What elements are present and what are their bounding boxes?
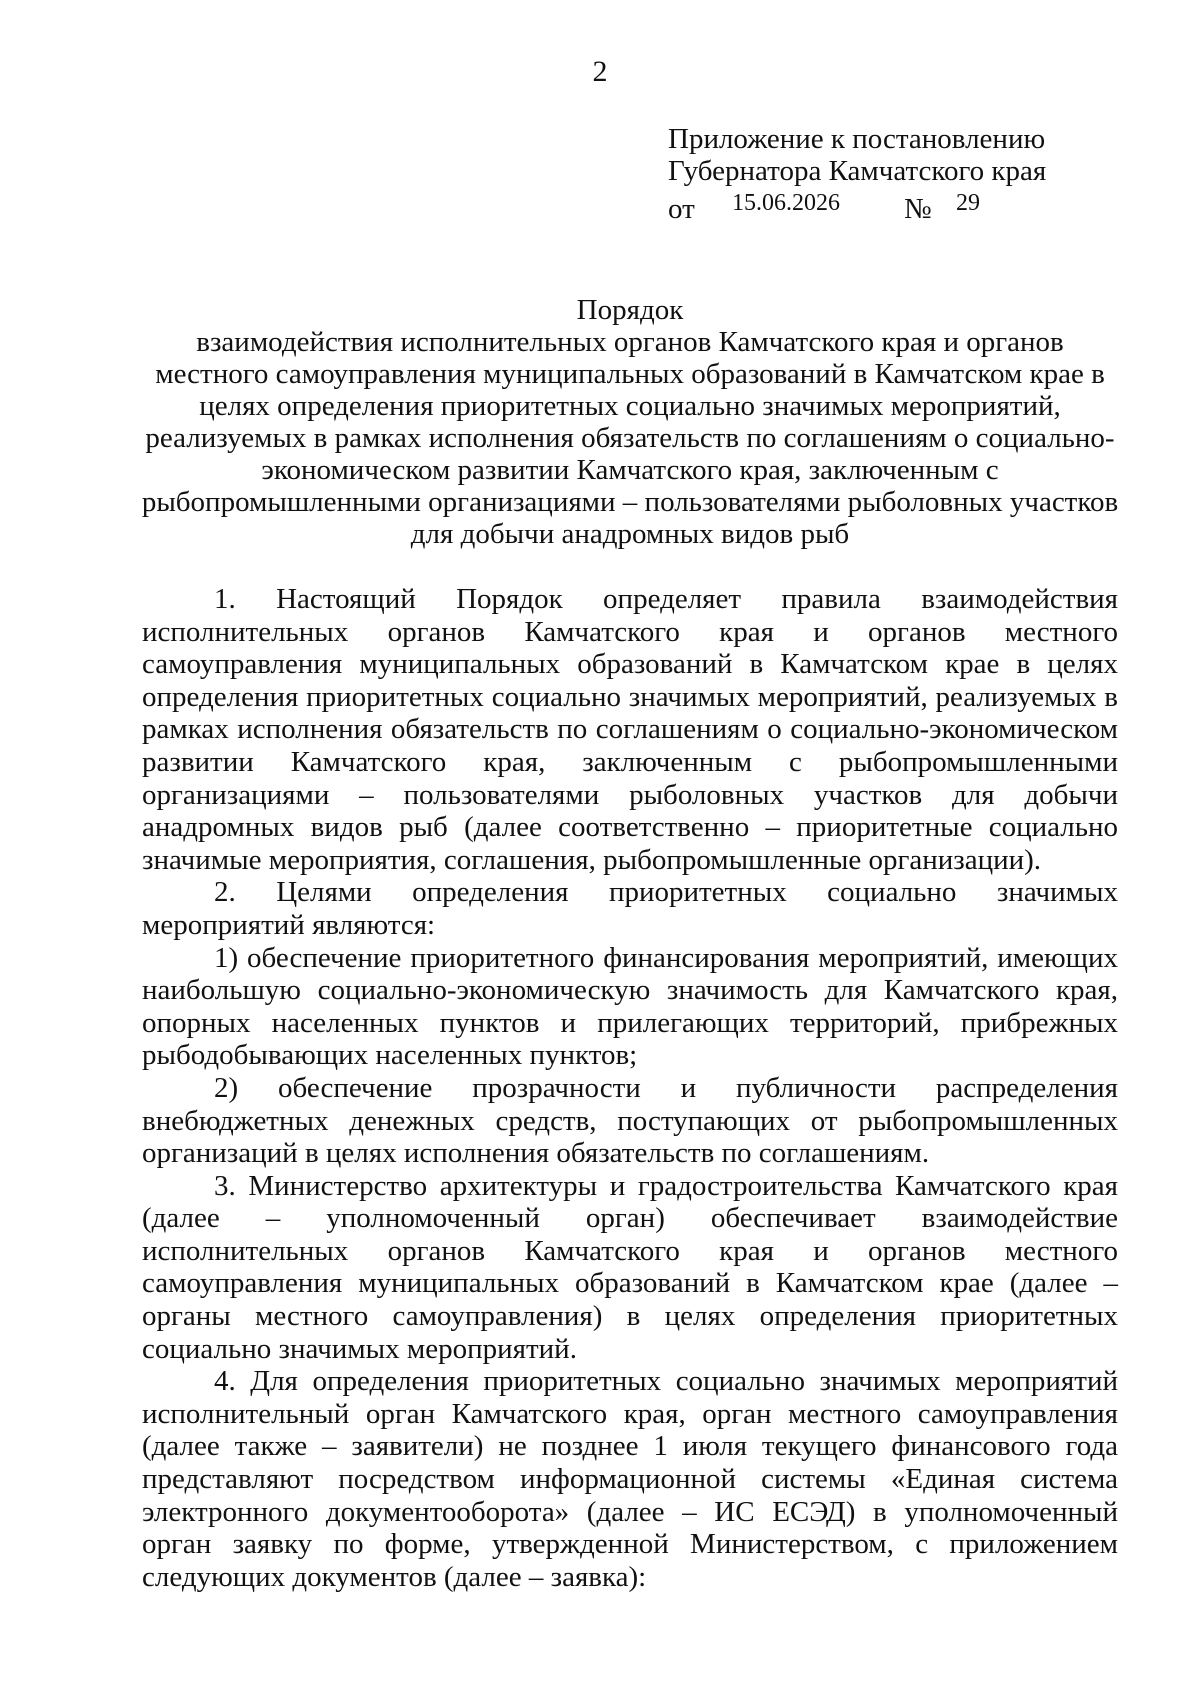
paragraph-3: 3. Министерство архитектуры и градостроительства Камчатского края (далее – уполномоченный орган) обеспечивает взаимодействие исполнительных органов Камчатского края и органов местного самоуправления муниципальных образований в Камчатском крае (далее – органы местного самоуправления) в целях определения приоритетных социально значимых мероприятий. [142, 1169, 1118, 1365]
number-sign: № [904, 193, 932, 225]
document-title [140, 294, 1120, 550]
page-number: 2 [592, 55, 608, 88]
from-label: от [668, 193, 695, 225]
appendix-line-2: Губернатора Камчатского края [668, 155, 1047, 187]
resolution-number: 29 [956, 190, 980, 216]
resolution-date: 15.06.2026 [732, 190, 840, 216]
appendix-date-line [668, 187, 1128, 223]
paragraph-2-item-1: 1) обеспечение приоритетного финансирования мероприятий, имеющих наибольшую социально-экономическую значимость для Камчатского края, опорных населенных пунктов и прилегающих территорий, прибрежных рыбодобывающих населенных пунктов; [142, 941, 1118, 1072]
appendix-header [668, 123, 1128, 223]
title-heading: Порядок [576, 294, 684, 326]
appendix-line-1: Приложение к постановлению [668, 123, 1046, 155]
paragraph-4: 4. Для определения приоритетных социально значимых мероприятий исполнительный орган Камчатского края, орган местного самоуправления (далее также – заявители) не позднее 1 июля текущего финансового года представляют посредством информационной системы «Единая система электронного документооборота» (далее – ИС ЕСЭД) в уполномоченный орган заявку по форме, утвержденной Министерством, с приложением следующих документов (далее – заявка): [142, 1365, 1118, 1593]
paragraph-2: 2. Целями определения приоритетных социально значимых мероприятий являются: [142, 876, 1118, 941]
paragraph-1: 1. Настоящий Порядок определяет правила взаимодействия исполнительных органов Камчатского края и органов местного самоуправления муниципальных образований в Камчатском крае в целях определения приоритетных социально значимых мероприятий, реализуемых в рамках исполнения обязательств по соглашениям о социально-экономическом развитии Камчатского края, заключенным с рыбопромышленными организациями – пользователями рыболовных участков для добычи анадромных видов рыб (далее соответственно – приоритетные социально значимые мероприятия, соглашения, рыбопромышленные организации). [142, 583, 1118, 876]
paragraph-2-item-2: 2) обеспечение прозрачности и публичности распределения внебюджетных денежных средств, поступающих от рыбопромышленных организаций в целях исполнения обязательств по соглашениям. [142, 1071, 1118, 1170]
title-subtitle: взаимодействия исполнительных органов Камчатского края и органов местного самоуправления муниципальных образований в Камчатском крае в целях определения приоритетных социально значимых мероприятий, реализуемых в рамках исполнения обязательств по соглашениям о социально-экономическом развитии Камчатского края, заключенным с рыбопромышленными организациями – пользователями рыболовных участков для добычи анадромных видов рыб [141, 326, 1119, 550]
document-body [142, 583, 1118, 1593]
